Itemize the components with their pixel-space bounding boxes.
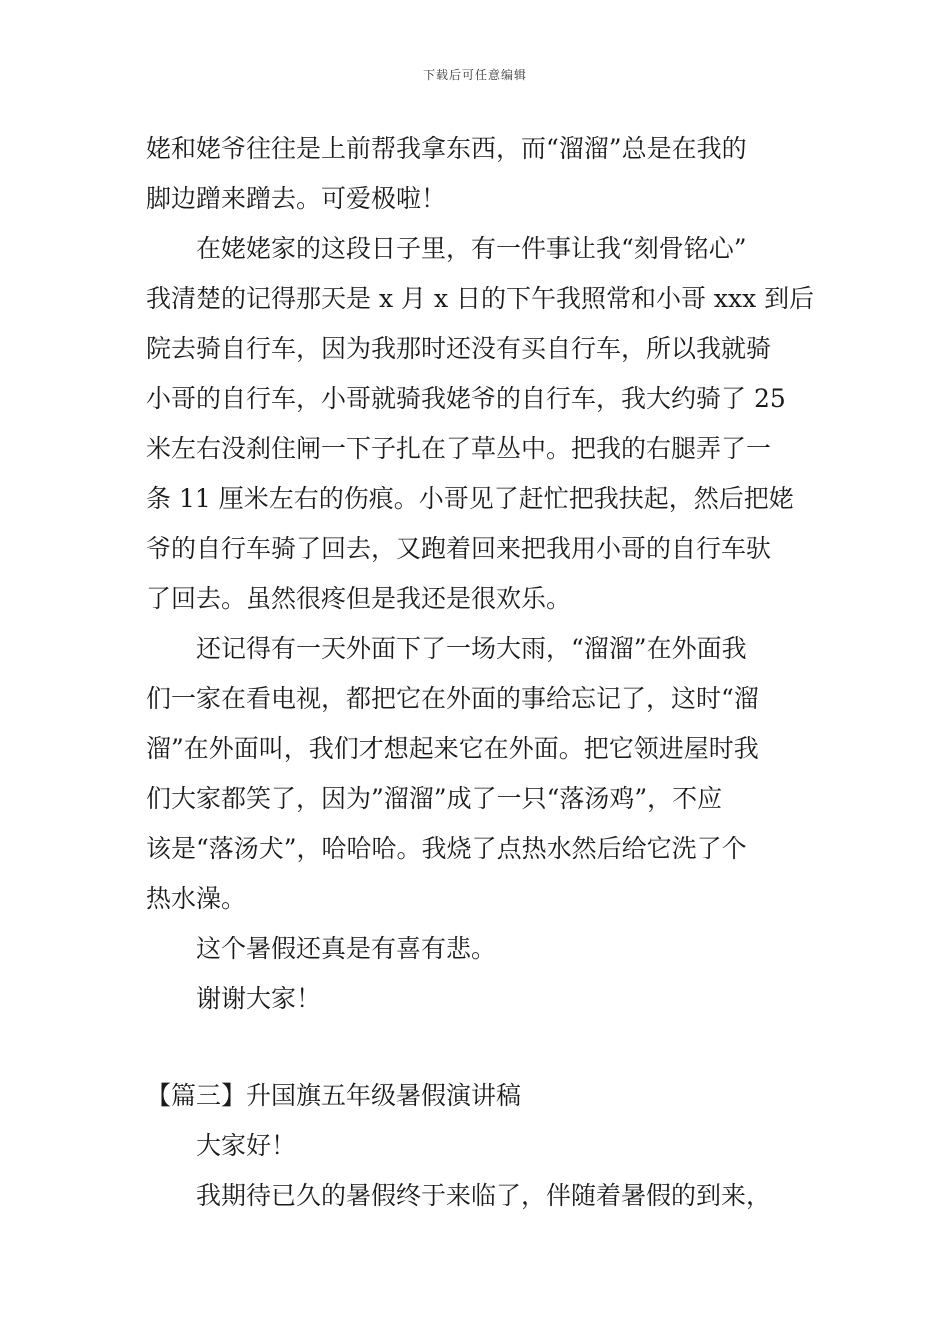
text-line: 脚边蹭来蹭去。可爱极啦！ <box>146 184 447 213</box>
text-line: 姥和姥爷往往是上前帮我拿东西，而“溜溜”总是在我的 <box>146 134 747 163</box>
page-header: 下载后可任意编辑 <box>422 68 527 82</box>
text-line: 们大家都笑了，因为”溜溜”成了一只“落汤鸡”，不应 <box>146 784 723 813</box>
text-line: 爷的自行车骑了回去，又跑着回来把我用小哥的自行车驮 <box>146 534 772 563</box>
text-line: 米左右没刹住闸一下子扎在了草丛中。把我的右腿弄了一 <box>146 434 772 463</box>
text-line: 谢谢大家！ <box>196 984 322 1013</box>
text-line: 了回去。虽然很疼但是我还是很欢乐。 <box>146 584 572 613</box>
text-line: 大家好！ <box>196 1131 297 1160</box>
text-line: 小哥的自行车，小哥就骑我姥爷的自行车，我大约骑了 25 <box>146 384 786 413</box>
section-title: 【篇三】升国旗五年级暑假演讲稿 <box>146 1081 522 1110</box>
text-line: 我期待已久的暑假终于来临了，伴随着暑假的到来， <box>196 1181 772 1210</box>
text-line: 这个暑假还真是有喜有悲。 <box>196 934 497 963</box>
text-line: 条 11 厘米左右的伤痕。小哥见了赶忙把我扶起，然后把姥 <box>146 484 794 513</box>
text-line: 溜”在外面叫，我们才想起来它在外面。把它领进屋时我 <box>146 734 759 763</box>
text-line: 该是“落汤犬”，哈哈哈。我烧了点热水然后给它洗了个 <box>146 834 747 863</box>
text-line: 热水澡。 <box>146 884 247 913</box>
text-line: 在姥姥家的这段日子里，有一件事让我“刻骨铭心” <box>196 234 747 263</box>
text-line: 院去骑自行车，因为我那时还没有买自行车，所以我就骑 <box>146 334 772 363</box>
text-line: 我清楚的记得那天是 x 月 x 日的下午我照常和小哥 xxx 到后 <box>146 284 815 313</box>
text-line: 们一家在看电视，都把它在外面的事给忘记了，这时“溜 <box>146 684 759 713</box>
text-line: 还记得有一天外面下了一场大雨，“溜溜”在外面我 <box>196 634 747 663</box>
